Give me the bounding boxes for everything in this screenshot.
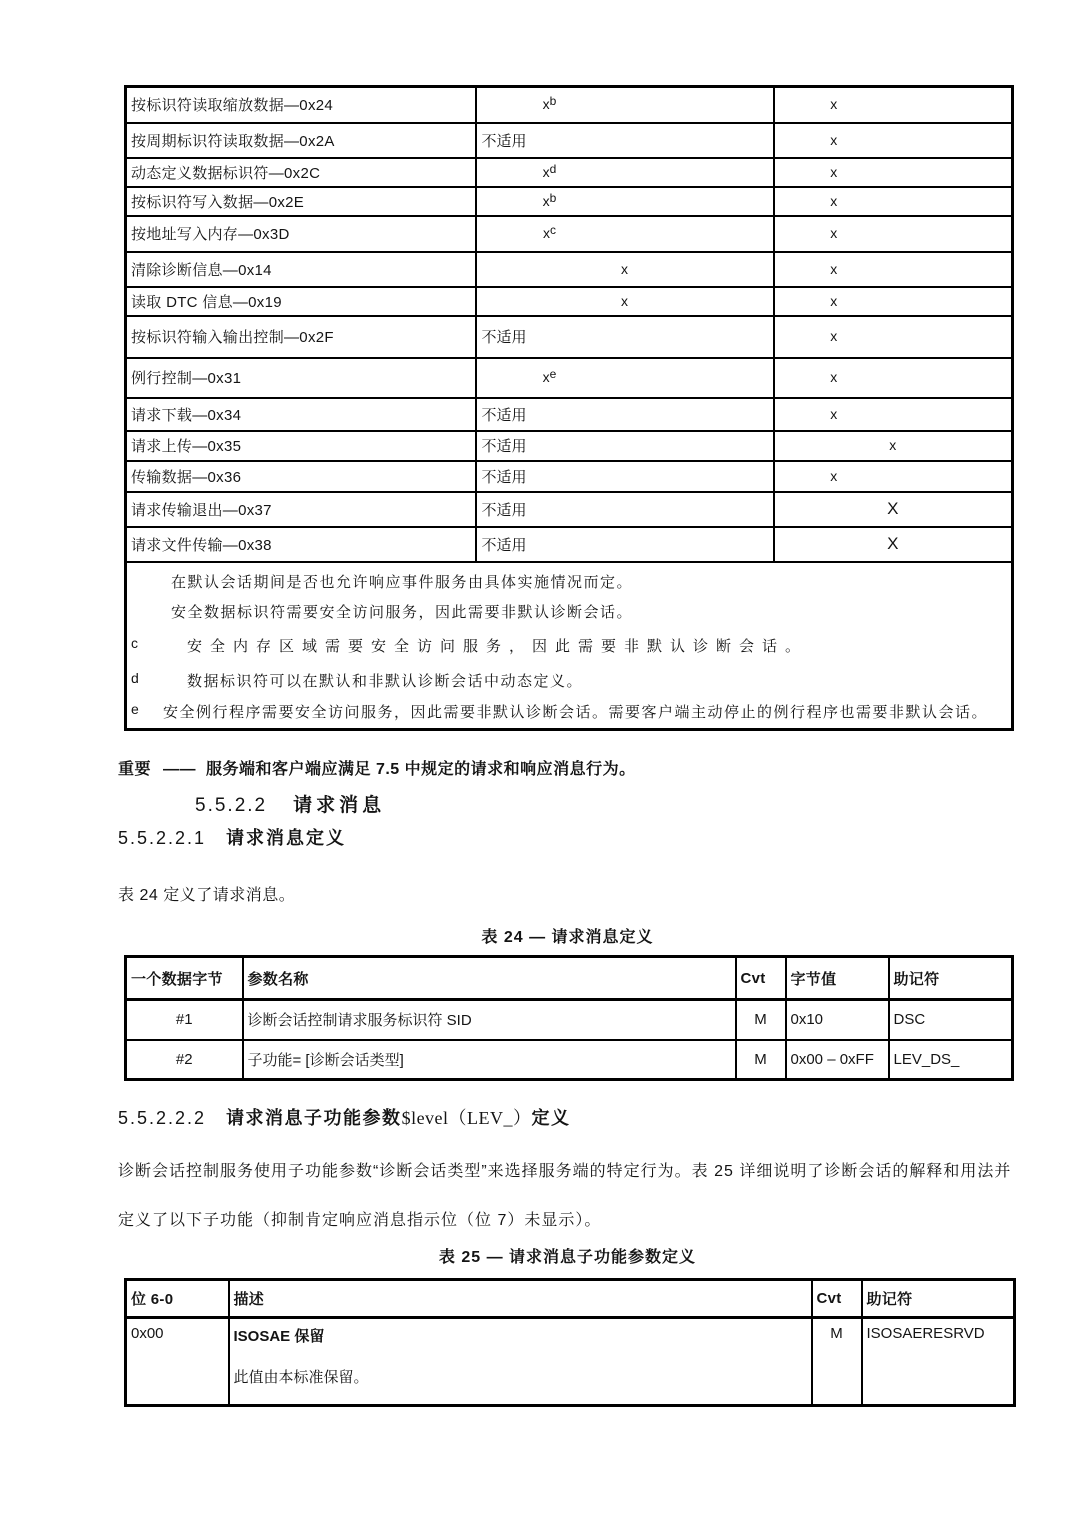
service-name-cell: 请求传输退出—0x37: [126, 492, 476, 527]
service-name-cell: 传输数据—0x36: [126, 461, 476, 492]
default-session-cell: [476, 216, 774, 252]
availability-mark: x: [830, 131, 838, 148]
important-label: 重要: [118, 761, 152, 778]
nondefault-session-cell: [774, 316, 1013, 358]
important-dash: ——: [163, 761, 197, 778]
footnote-ref: e: [549, 367, 557, 381]
section-title: [226, 1108, 570, 1128]
subfunction-parameter-table-body: [126, 1318, 1015, 1406]
table-row: [126, 187, 1013, 216]
default-session-cell: 不适用: [476, 492, 774, 527]
table-cell: DSC: [889, 1000, 1013, 1040]
service-name-cell: 按标识符写入数据—0x2E: [126, 187, 476, 216]
column-header: Cvt: [736, 957, 786, 1000]
table-row: [126, 492, 1013, 527]
bits-cell: 0x00: [126, 1318, 229, 1406]
default-session-cell: [476, 87, 774, 123]
table-cell: #2: [126, 1040, 243, 1080]
availability-mark: x: [830, 192, 838, 209]
footnote-line: [129, 571, 1005, 592]
table-row: [126, 461, 1013, 492]
footnote-block: [126, 562, 1013, 730]
footnote-line: [129, 635, 1005, 656]
service-name-cell: 读取 DTC 信息—0x19: [126, 287, 476, 316]
service-name-cell: 按地址写入内存—0x3D: [126, 216, 476, 252]
section-heading-5-5-2-2-1: [118, 824, 346, 850]
service-name-cell: 按标识符读取缩放数据—0x24: [126, 87, 476, 123]
footnote-text: 在默认会话期间是否也允许响应事件服务由具体实施情况而定。: [171, 573, 634, 591]
availability-mark: x: [542, 192, 550, 209]
table-cell: 0x10: [786, 1000, 889, 1040]
section-title-formula: $level（LEV_）: [401, 1108, 532, 1128]
availability-mark: X: [887, 499, 899, 518]
table-row: [126, 158, 1013, 187]
default-session-cell: [476, 158, 774, 187]
column-header: 参数名称: [243, 957, 736, 1000]
availability-mark: x: [542, 163, 550, 180]
footnote-ref: c: [550, 223, 556, 237]
request-message-table: [124, 955, 1014, 1081]
default-session-cell: [476, 358, 774, 398]
table-cell: 子功能= [诊断会话类型]: [243, 1040, 736, 1080]
availability-mark: x: [830, 260, 838, 277]
table-row: [126, 431, 1013, 461]
nondefault-session-cell: [774, 287, 1013, 316]
section-heading-5-5-2-2: [195, 790, 385, 817]
table-row: [126, 87, 1013, 123]
table-row: [126, 358, 1013, 398]
footnote-line: [129, 670, 1005, 691]
mnemonic-cell: ISOSAERESRVD: [862, 1318, 1015, 1406]
footnote-ref: d: [549, 161, 557, 176]
service-name-cell: 请求下载—0x34: [126, 398, 476, 431]
service-session-table: [124, 85, 1014, 731]
table-cell: M: [736, 1000, 786, 1040]
table25-caption: 表 25 — 请求消息子功能参数定义: [438, 1249, 697, 1266]
section-title-prefix: 请求消息子功能参数: [226, 1108, 402, 1128]
important-note: [118, 756, 636, 779]
column-header: 助记符: [862, 1280, 1015, 1318]
nondefault-session-cell: [774, 216, 1013, 252]
service-name-cell: 按标识符输入输出控制—0x2F: [126, 316, 476, 358]
table-row: [126, 1318, 1015, 1406]
availability-mark: x: [830, 467, 838, 484]
nondefault-session-cell: [774, 158, 1013, 187]
nondefault-session-cell: [774, 461, 1013, 492]
section-heading-5-5-2-2-2: [118, 1104, 571, 1130]
table-cell: LEV_DS_: [889, 1040, 1013, 1080]
section-title-suffix: 定义: [531, 1108, 571, 1128]
service-name-cell: 动态定义数据标识符—0x2C: [126, 158, 476, 187]
column-header: 描述: [229, 1280, 812, 1318]
section-number: 5.5.2.2.1: [118, 828, 207, 848]
table-row: [126, 287, 1013, 316]
header-row: [126, 1280, 1015, 1318]
footnote-letter: d: [131, 669, 139, 686]
table-cell: 0x00 – 0xFF: [786, 1040, 889, 1080]
availability-mark: x: [830, 225, 838, 241]
availability-mark: x: [830, 328, 838, 344]
table-cell: M: [736, 1040, 786, 1080]
column-header: 助记符: [889, 957, 1013, 1000]
paragraph-line: 定义了以下子功能（抑制肯定响应消息指示位（位 7）未显示）。: [118, 1212, 602, 1229]
footnote-letter: e: [131, 700, 139, 717]
availability-mark: x: [621, 292, 628, 309]
table24-caption: 表 24 — 请求消息定义: [481, 929, 654, 946]
default-session-cell: 不适用: [476, 316, 774, 358]
availability-mark: x: [830, 96, 838, 113]
cvt-cell: M: [812, 1318, 862, 1406]
service-name-cell: 例行控制—0x31: [126, 358, 476, 398]
availability-mark: x: [542, 369, 550, 385]
section-title: 请求消息: [293, 795, 386, 816]
footnote-text: 安全数据标识符需要安全访问服务，因此需要非默认诊断会话。: [171, 603, 634, 621]
paragraph-line: 诊断会话控制服务使用子功能参数“诊断会话类型”来选择服务端的特定行为。表 25 详细说明了诊断会话的解释和用法并: [118, 1163, 1012, 1180]
nondefault-session-cell: [774, 187, 1013, 216]
table-row: [126, 123, 1013, 158]
availability-mark: X: [887, 534, 899, 553]
service-session-table-body: [126, 87, 1013, 730]
table-cell: 诊断会话控制请求服务标识符 SID: [243, 1000, 736, 1040]
section-number: 5.5.2.2: [195, 795, 268, 816]
column-header: 一个数据字节: [126, 957, 243, 1000]
availability-mark: x: [830, 369, 838, 385]
default-session-cell: 不适用: [476, 431, 774, 461]
footnote-ref: b: [549, 94, 557, 109]
default-session-cell: 不适用: [476, 461, 774, 492]
section-number: 5.5.2.2.2: [118, 1108, 207, 1128]
table-row: [126, 1000, 1013, 1040]
availability-mark: x: [830, 163, 838, 180]
nondefault-session-cell: [774, 123, 1013, 158]
nondefault-session-cell: [774, 87, 1013, 123]
table-row: [126, 1040, 1013, 1080]
header-row: [126, 957, 1013, 1000]
table-row: [126, 216, 1013, 252]
footnote-line: [129, 701, 1005, 722]
default-session-cell: [476, 287, 774, 316]
subfunction-parameter-table-head: [126, 1280, 1015, 1318]
table-row: [126, 316, 1013, 358]
intro-text: 表 24 定义了请求消息。: [118, 887, 296, 904]
default-session-cell: 不适用: [476, 398, 774, 431]
table-row: [126, 398, 1013, 431]
footnote-row: [126, 562, 1013, 730]
service-name-cell: 按周期标识符读取数据—0x2A: [126, 123, 476, 158]
availability-mark: x: [830, 292, 838, 309]
subfunction-parameter-table: [124, 1278, 1016, 1407]
availability-mark: x: [621, 260, 628, 277]
column-header: Cvt: [812, 1280, 862, 1318]
default-session-cell: 不适用: [476, 123, 774, 158]
column-header: 位 6-0: [126, 1280, 229, 1318]
footnote-letter: c: [131, 634, 138, 651]
table-row: [126, 252, 1013, 287]
nondefault-session-cell: [774, 252, 1013, 287]
availability-mark: x: [889, 437, 897, 453]
column-header: 字节值: [786, 957, 889, 1000]
request-message-table-body: [126, 1000, 1013, 1080]
service-name-cell: 清除诊断信息—0x14: [126, 252, 476, 287]
body-paragraph: [118, 1158, 1018, 1230]
nondefault-session-cell: [774, 358, 1013, 398]
footnote-line: [129, 601, 1005, 622]
service-name-cell: 请求上传—0x35: [126, 431, 476, 461]
description-title: ISOSAE 保留: [233, 1328, 325, 1345]
default-session-cell: [476, 252, 774, 287]
default-session-cell: [476, 187, 774, 216]
footnote-text: 数据标识符可以在默认和非默认诊断会话中动态定义。: [187, 672, 584, 690]
footnote-text: 安全内存区域需要安全访问服务，因此需要非默认诊断会话。: [187, 637, 809, 655]
availability-mark: x: [543, 225, 550, 241]
availability-mark: x: [542, 96, 550, 113]
table-cell: #1: [126, 1000, 243, 1040]
description-body: 此值由本标准保留。: [233, 1369, 369, 1386]
important-text: 服务端和客户端应满足 7.5 中规定的请求和响应消息行为。: [206, 761, 636, 778]
description-cell: [229, 1318, 812, 1406]
footnote-text: 安全例行程序需要安全访问服务，因此需要非默认诊断会话。需要客户端主动停止的例行程序也需要非默认会话。: [163, 703, 989, 721]
nondefault-session-cell: [774, 527, 1013, 562]
availability-mark: x: [830, 405, 838, 422]
nondefault-session-cell: [774, 431, 1013, 461]
nondefault-session-cell: [774, 492, 1013, 527]
default-session-cell: 不适用: [476, 527, 774, 562]
table-row: [126, 527, 1013, 562]
section-title: 请求消息定义: [226, 828, 347, 848]
nondefault-session-cell: [774, 398, 1013, 431]
service-name-cell: 请求文件传输—0x38: [126, 527, 476, 562]
footnote-ref: b: [549, 190, 557, 205]
request-message-table-head: [126, 957, 1013, 1000]
